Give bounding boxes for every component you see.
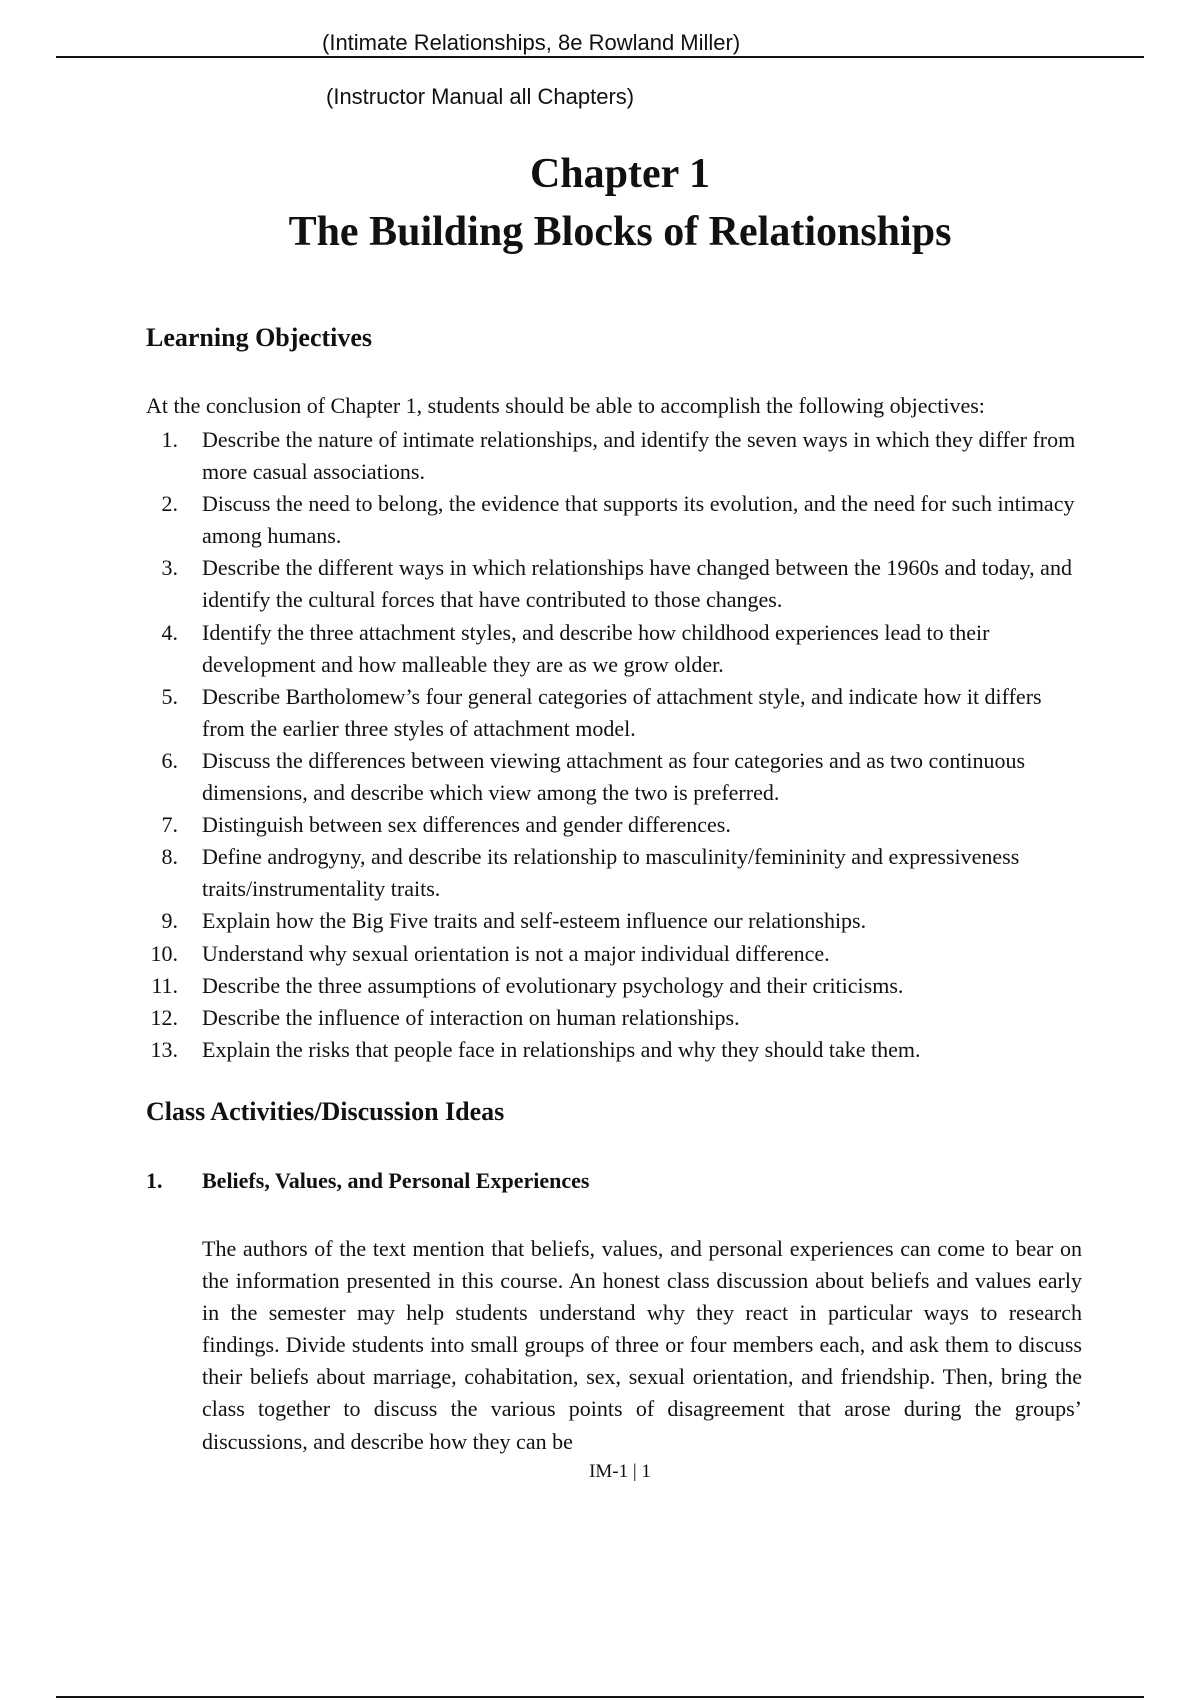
objective-number: 3.	[161, 555, 178, 581]
objective-number: 12.	[150, 1004, 178, 1030]
objective-item	[146, 905, 1086, 937]
objectives-intro: At the conclusion of Chapter 1, students should be able to accomplish the following objectives:	[146, 393, 985, 418]
objective-text: Describe the different ways in which relationships have changed between the 1960s and today, and identify the cultural forces that have contributed to those changes.	[202, 555, 1072, 613]
activity-title-text: Beliefs, Values, and Personal Experiences	[202, 1168, 590, 1193]
class-activities-heading: Class Activities/Discussion Ideas	[146, 1097, 505, 1126]
objective-number: 4.	[161, 619, 178, 645]
activity-title	[146, 1168, 589, 1194]
objective-number: 2.	[161, 491, 178, 517]
objective-item	[146, 938, 1086, 970]
objective-text: Explain the risks that people face in relationships and why they should take them.	[202, 1036, 921, 1062]
objective-item	[146, 424, 1086, 488]
activity-number: 1.	[146, 1168, 163, 1193]
learning-objectives-heading: Learning Objectives	[146, 323, 373, 352]
objectives-list	[146, 424, 1086, 1066]
objective-number: 7.	[161, 812, 178, 838]
objective-item	[146, 809, 1086, 841]
objective-text: Explain how the Big Five traits and self-esteem influence our relationships.	[202, 908, 867, 934]
running-header: (Intimate Relationships, 8e Rowland Miller)	[322, 30, 741, 55]
objective-item	[146, 1034, 1086, 1066]
objective-text: Understand why sexual orientation is not a major individual difference.	[202, 940, 830, 966]
objective-text: Describe the nature of intimate relationships, and identify the seven ways in which they differ from more casual associations.	[202, 427, 1076, 485]
manual-subtitle: (Instructor Manual all Chapters)	[326, 84, 635, 109]
objective-number: 10.	[150, 940, 178, 966]
objective-item	[146, 488, 1086, 552]
footer-divider	[56, 1696, 1144, 1698]
objective-number: 6.	[161, 747, 178, 773]
chapter-title: The Building Blocks of Relationships	[288, 209, 952, 255]
objective-number: 13.	[150, 1036, 178, 1062]
objective-item	[146, 617, 1086, 681]
objective-number: 9.	[161, 908, 178, 934]
objective-text: Describe Bartholomew’s four general categories of attachment style, and indicate how it differs from the earlier three styles of attachment model.	[202, 683, 1042, 741]
objective-text: Discuss the need to belong, the evidence that supports its evolution, and the need for such intimacy among humans.	[202, 491, 1075, 549]
objective-text: Define androgyny, and describe its relationship to masculinity/femininity and expressiveness traits/instrumentality traits.	[202, 844, 1020, 902]
objective-text: Describe the three assumptions of evolutionary psychology and their criticisms.	[202, 972, 904, 998]
objective-text: Describe the influence of interaction on human relationships.	[202, 1004, 740, 1030]
objective-text: Discuss the differences between viewing attachment as four categories and as two continuous dimensions, and describe which view among the two is preferred.	[202, 747, 1026, 806]
chapter-number: Chapter 1	[529, 151, 711, 197]
objective-number: 11.	[151, 972, 178, 998]
objective-item	[146, 970, 1086, 1002]
header-divider	[56, 56, 1144, 58]
activity-body: The authors of the text mention that beliefs, values, and personal experiences can come to bear on the information presented in this course. An honest class discussion about beliefs and values early in the semester may help students understand why they react in particular ways to research findings. Divide students into small groups of three or four members each, and ask them to discuss their beliefs about marriage, cohabitation, sex, sexual orientation, and friendship. Then, bring the class together to discuss the various points of disagreement that arose during the groups’ discussions, and describe how they can be	[202, 1236, 1082, 1454]
objective-item	[146, 1002, 1086, 1034]
objective-item	[146, 745, 1086, 809]
objective-item	[146, 841, 1086, 905]
objective-text: Identify the three attachment styles, and describe how childhood experiences lead to their development and how malleable they are as we grow older.	[202, 619, 990, 677]
objective-item	[146, 681, 1086, 745]
page-number: IM-1 | 1	[589, 1461, 651, 1482]
objective-number: 8.	[161, 844, 178, 870]
objective-number: 5.	[161, 683, 178, 709]
objective-item	[146, 552, 1086, 616]
objective-number: 1.	[161, 427, 178, 452]
objective-text: Distinguish between sex differences and gender differences.	[202, 812, 731, 838]
